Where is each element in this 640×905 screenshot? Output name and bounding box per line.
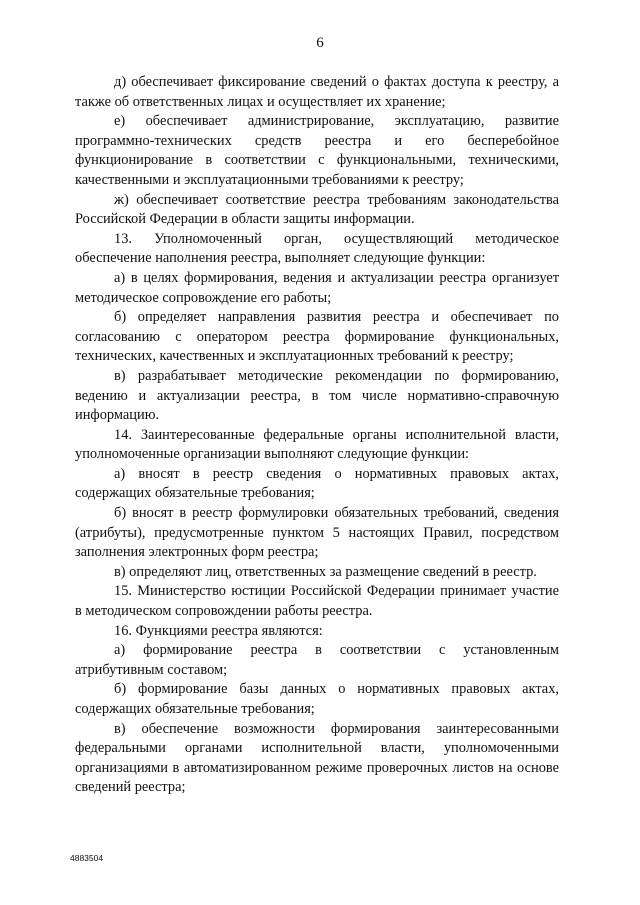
paragraph-15: 15. Министерство юстиции Российской Федерации принимает участие в методическом сопровождении работы реестра. xyxy=(75,583,559,620)
paragraph-14-a: а) вносят в реестр сведения о нормативных правовых актах, содержащих обязательные требования; xyxy=(75,465,559,502)
paragraph-13-v: в) разрабатывает методические рекомендации по формированию, ведению и актуализации реестра, в том числе нормативно-справочную информацию. xyxy=(75,367,559,424)
paragraph-14: 14. Заинтересованные федеральные органы исполнительной власти, уполномоченные организации выполняют следующие функции: xyxy=(75,426,559,463)
paragraph-16: 16. Функциями реестра являются: xyxy=(114,622,323,639)
paragraph-16-a: а) формирование реестра в соответствии с установленным атрибутивным составом; xyxy=(75,642,559,678)
paragraph-12-d: д) обеспечивает фиксирование сведений о фактах доступа к реестру, а также об ответственных лицах и осуществляет их хранение; xyxy=(75,74,559,110)
paragraph-13: 13. Уполномоченный орган, осуществляющий методическое обеспечение наполнения реестра, выполняет следующие функции: xyxy=(75,230,559,267)
paragraph-13-a: а) в целях формирования, ведения и актуализации реестра организует методическое сопровождение его работы; xyxy=(75,269,559,306)
paragraph-14-v: в) определяют лиц, ответственных за размещение сведений в реестр. xyxy=(114,563,537,580)
paragraph-12-zh: ж) обеспечивает соответствие реестра требованиям законодательства Российской Федерации в области защиты информации. xyxy=(75,191,559,228)
paragraph-16-v: в) обеспечение возможности формирования заинтересованными федеральными органами исполнительной власти, уполномоченными организациями в автоматизированном режиме проверочных листов на основе сведений реестра; xyxy=(75,720,559,796)
paragraph-13-b: б) определяет направления развития реестра и обеспечивает по согласованию с оператором реестра формирование функциональных, технических, качественных и эксплуатационных требований к реестру; xyxy=(75,309,559,365)
document-code: 4883504 xyxy=(70,853,104,863)
paragraph-16-b: б) формирование базы данных о нормативных правовых актах, содержащих обязательные требования; xyxy=(75,681,559,717)
page-number: 6 xyxy=(316,35,324,51)
document-body xyxy=(75,73,559,798)
paragraph-14-b: б) вносят в реестр формулировки обязательных требований, сведения (атрибуты), предусмотренные пунктом 5 настоящих Правил, посредством заполнения электронных форм реестра; xyxy=(75,505,559,561)
paragraph-12-e: е) обеспечивает администрирование, эксплуатацию, развитие программно-технических средств реестра и его бесперебойное функционирование в соответствии с функциональными, техническими, качественными и эксплуатационными требованиями к реестру; xyxy=(75,113,559,188)
